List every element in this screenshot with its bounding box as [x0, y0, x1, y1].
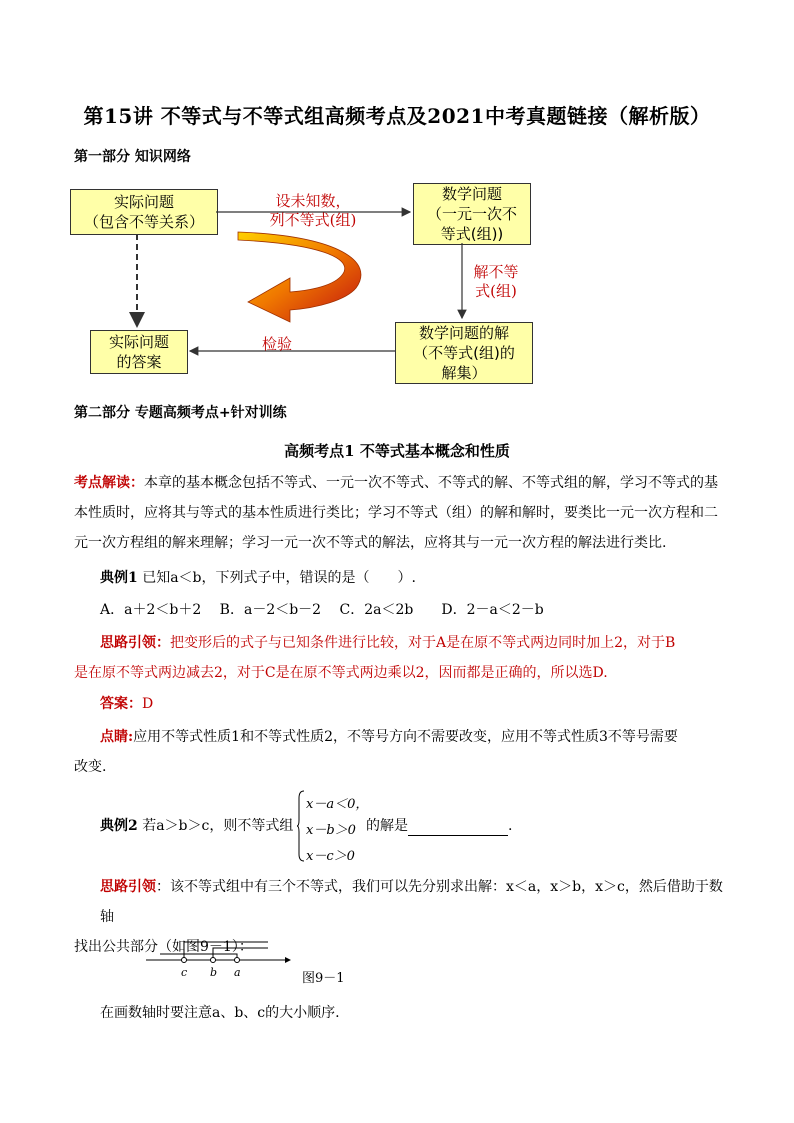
label-b: b: [210, 966, 218, 979]
range-lt-a: [160, 954, 237, 960]
example2-note: 在画数轴时要注意a、b、c的大小顺序.: [100, 1005, 340, 1021]
diagram-arrows: [0, 0, 794, 420]
example1-answer-label: 答案：: [100, 696, 142, 712]
point-a: [235, 958, 240, 963]
intro-line3: 元一次方程组的解来理解；学习一元一次不等式的解法，应将其与一元一次方程的解法进行类比.: [74, 535, 667, 551]
example2-label: 典例2: [100, 818, 138, 834]
range-gt-c: [184, 942, 268, 960]
curved-arrow-icon: [238, 232, 361, 322]
box-real-problem-line1: 实际问题: [113, 193, 174, 211]
label-a: a: [234, 966, 241, 979]
label-c: c: [181, 966, 188, 979]
example1-hint-label: 思路引领：: [100, 635, 170, 651]
point-b: [211, 958, 216, 963]
label-solve-line1: 解不等: [473, 263, 519, 281]
system-brace-icon: [297, 790, 305, 862]
intro-paragraph: [74, 468, 726, 558]
box-math-solution-line2: （不等式(组)的: [413, 344, 515, 362]
point-c: [182, 958, 187, 963]
example2-stem-post: 的解是: [366, 818, 408, 834]
box-math-problem-line1: 数学问题: [441, 185, 502, 203]
box-real-answer-line1: 实际问题: [108, 333, 169, 351]
page-title: 第15讲 不等式与不等式组高频考点及2021中考真题链接（解析版）: [83, 104, 711, 128]
example1-hint-line1: 把变形后的式子与已知条件进行比较，对于A是在原不等式两边同时加上2，对于B: [170, 635, 676, 651]
example1-tip-line1: 应用不等式性质1和不等式性质2，不等号方向不需要改变，应用不等式性质3不等号需要: [133, 729, 678, 745]
example1-stem-line: [100, 568, 416, 588]
intro-line2: 本性质时，应将其与等式的基本性质进行类比；学习不等式（组）的解和解时，要类比一元一次方程和二: [74, 505, 718, 521]
label-check: 检验: [262, 335, 293, 353]
example2-hint-line1: ：该不等式组中有三个不等式，我们可以先分别求出解：x＜a，x＞b，x＞c，然后借助于数轴: [100, 879, 723, 925]
box-math-problem-line2: （一元一次不: [426, 205, 517, 223]
label-solve: [466, 263, 526, 301]
part2-heading: 第二部分 专题高频考点+针对训练: [74, 405, 287, 421]
example1-hint-line2: 是在原不等式两边减去2，对于C是在原不等式两边乘以2，因而都是正确的，所以选D.: [74, 665, 608, 681]
answer-blank: [408, 821, 508, 836]
section-title: 高频考点1 不等式基本概念和性质: [284, 442, 510, 460]
example2-hint-label: 思路引领: [100, 879, 156, 895]
label-set-unknown-line1: 设未知数，: [275, 192, 351, 210]
example1-tip-label: 点睛:: [100, 729, 134, 745]
example1-label: 典例1: [100, 570, 138, 586]
box-math-solution-line1: 数学问题的解: [418, 324, 509, 342]
example1-answer: D: [142, 696, 154, 712]
box-real-answer-line2: 的答案: [116, 353, 162, 371]
box-math-problem-line3: 等式(组)): [440, 225, 504, 243]
example1-stem: 已知a＜b，下列式子中，错误的是（ ）.: [142, 570, 416, 586]
box-math-solution-line3: 解集）: [441, 364, 487, 382]
system-row-3: x－c＞0: [306, 849, 355, 864]
label-solve-line2: 式(组): [475, 282, 517, 300]
system-row-2: x－b＞0: [306, 823, 356, 838]
example1-hint: [74, 628, 726, 688]
inequality-system: [306, 792, 368, 870]
box-real-problem-line2: （包含不等关系）: [83, 213, 204, 231]
example1-tip: [74, 722, 726, 782]
system-row-1: x－a＜0，: [306, 797, 369, 812]
intro-label: 考点解读：: [74, 475, 144, 491]
example2-stem-line: [100, 816, 293, 836]
example2-stem-post-line: [366, 816, 512, 836]
label-set-unknown-line2: 列不等式(组): [269, 211, 357, 229]
part1-heading: 第一部分 知识网络: [74, 149, 191, 165]
example2-stem-end: .: [508, 818, 513, 834]
figure-caption: 图9－1: [302, 971, 345, 986]
example2-stem-pre: 若a＞b＞c，则不等式组: [142, 818, 294, 834]
intro-line1: 本章的基本概念包括不等式、一元一次不等式、不等式的解、不等式组的解，学习不等式的基: [144, 475, 718, 491]
example1-tip-line2: 改变.: [74, 759, 107, 775]
label-set-unknown: [258, 192, 368, 230]
example1-answer-line: [100, 694, 153, 714]
example2-hint-line2: 找出公共部分（如图9－1）：: [74, 939, 253, 955]
example1-options: A．a＋2＜b＋2 B．a－2＜b－2 C．2a＜2b D．2－a＜2－b: [100, 602, 544, 618]
number-line-figure: [140, 936, 300, 984]
